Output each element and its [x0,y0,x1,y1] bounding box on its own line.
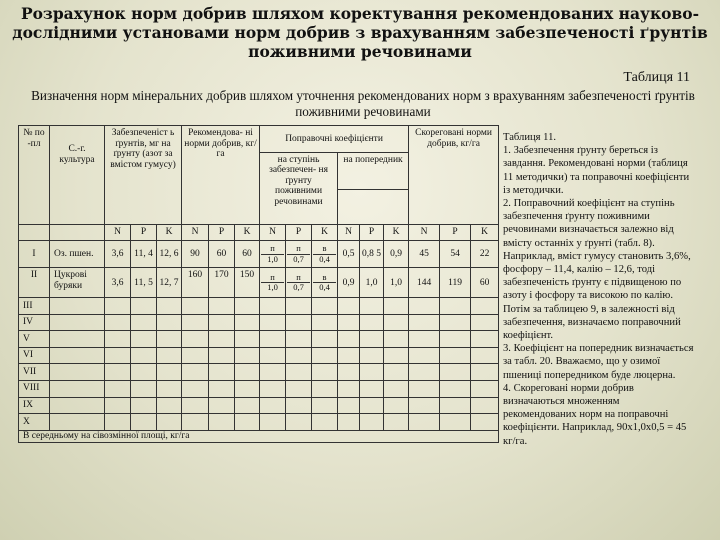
col-n: N [409,225,440,240]
table-row: II Цукрові буряки 3,6 11, 5 12, 7 160 170 150 п 1,0 п 0,7 в 0,4 0,9 1,0 1,0 144 119 60 [19,268,499,298]
header-coef: Поправочні коефіцієнти [260,126,409,153]
col-p: P [286,225,312,240]
note-1: 1. Забезпечення ґрунту береться із завдання. Рекомендовані норми (таблиця 11 методички) та поправочні коефіцієнти із методички. [503,145,690,196]
note-2: 2. Поправочний коефіцієнт на ступінь забезпечення ґрунту поживними речовинами визначається залежно від вмісту останніх у ґрунті (табл. 8). Наприклад, вміст гумусу становить 3,6%, фосфору – 11,4, калію – 12,6, тоді забезпеченість ґрунту є підвищеною по азоту і фосфору та високою по калію. Потім за таблицею 9, в залежності від забезпечення, визначаємо поправочний коефіцієнт. [503,198,691,342]
header-corrected: Скореговані норми добрив, кг/га [409,126,499,225]
table-caption: Визначення норм мінеральних добрив шляхом уточнення рекомендованих норм з врахуванням забезпеченості ґрунтів поживними речовинами [31,88,695,119]
col-n: N [338,225,360,240]
table-row: III [19,298,499,315]
note-heading: Таблиця 11. [503,132,557,143]
col-p: P [360,225,384,240]
header-supply: Забезпеченіст ь ґрунтів, мг на ґрунту (азот за вмістом гумусу) [105,126,182,225]
footer-text: В середньому на сівозмінної площі, кг/га [19,430,499,442]
note-3: 3. Коефіцієнт на попередник визначається за табл. 20. Вважаємо, що у озимої пшениці попередником буде люцерна. [503,343,694,381]
header-coef-prev: на попередник [338,152,409,189]
col-k: K [157,225,182,240]
header-crop: С.-г. культура [50,126,105,225]
header-recommended: Рекомендова- ні норми добрив, кг/га [182,126,260,225]
col-k: K [235,225,260,240]
table-number: Таблиця 11 [623,70,690,85]
table-row: IX [19,397,499,414]
table-row: I Оз. пшен. 3,6 11, 4 12, 6 90 60 60 п 1,0 п 0,7 в 0,4 0,5 0,8 5 0,9 45 54 22 [19,240,499,268]
table-row: X [19,414,499,431]
page-title: Розрахунок норм добрив шляхом коректування рекомендованих науково-дослідними установами норм добрив з врахуванням забезпеченості ґрунтів поживними речовинами [12,4,708,61]
table-row: VIII [19,380,499,397]
header-num: № по -пл [19,126,50,225]
col-n: N [105,225,131,240]
note-4: 4. Скореговані норми добрив визначаються множенням рекомендованих норм на поправочні коефіцієнти. Наприклад, 90х1,0х0,5 = 45 кг/га. [503,382,687,447]
col-n: N [182,225,209,240]
col-n: N [260,225,286,240]
col-k: K [312,225,338,240]
col-p: P [131,225,157,240]
fertilizer-table [18,125,499,443]
header-coef-stage: на ступінь забезпечен- ня ґрунту поживними речовинами [260,152,338,224]
col-k: K [471,225,499,240]
col-p: P [209,225,235,240]
table-row: V [19,331,499,348]
table-row: VII [19,364,499,381]
col-k: K [384,225,409,240]
table-row: IV [19,314,499,331]
notes-panel [503,131,695,448]
col-p: P [440,225,471,240]
table-row: VI [19,347,499,364]
table-footer-row [19,430,499,442]
